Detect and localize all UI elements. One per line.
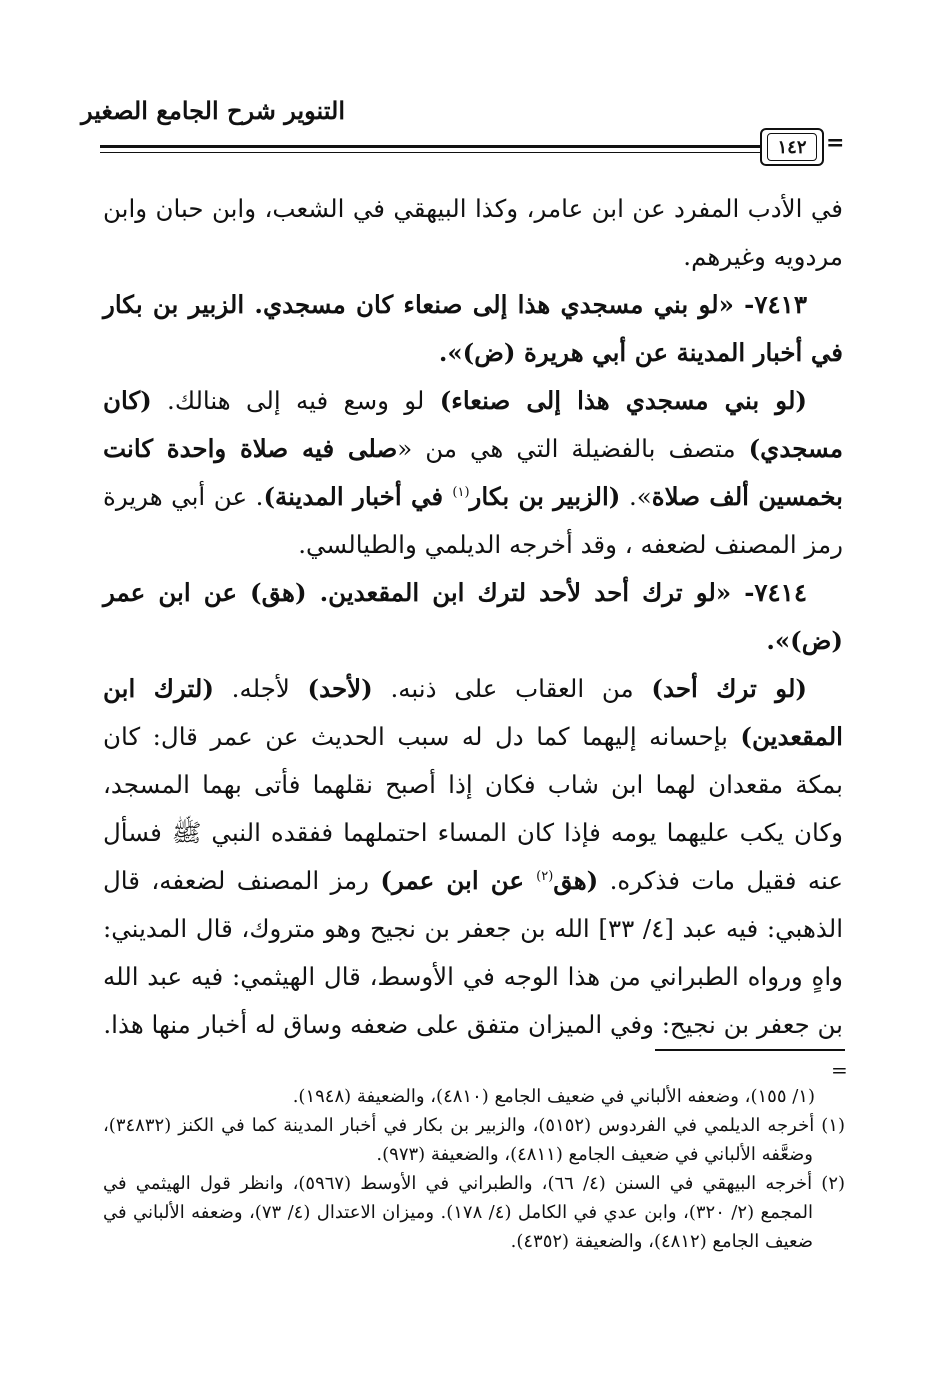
quote-phrase: (لأحد) <box>307 674 373 703</box>
commentary-text: رمز المصنف لضعفه، قال الذهبي: فيه عبد [٤/ ٣٣] الله بن جعفر بن نجيح وهو متروك، قال المديني: واهٍ ورواه الطبراني من هذا الوجه في الأوسط، قال الهيثمي: فيه عبد الله بن جعفر بن نجيح: وفي الميزان متفق على ضعفه وساق له أخبار منها هذا. <box>103 866 844 1039</box>
footnote-continued: (١/ ١٥٥)، وضعفه الألباني في ضعيف الجامع (٤٨١٠)، والضعيفة (١٩٤٨). <box>292 1086 815 1107</box>
commentary-text: متصف بالفضيلة التي هي من « <box>397 434 749 463</box>
running-title: التنوير شرح الجامع الصغير <box>81 96 345 125</box>
header-rule-thin <box>100 152 760 153</box>
quote-phrase: (كان مسجدي) <box>103 386 843 463</box>
commentary-text: لو وسع فيه إلى هنالك. <box>151 386 440 415</box>
source-phrase: في أخبار المدينة) <box>263 482 453 511</box>
page-number-frame <box>760 128 824 166</box>
commentary-text: من العقاب على ذنبه. <box>372 674 652 703</box>
commentary-text: ». <box>620 482 652 511</box>
footnote-1: (١) أخرجه الديلمي في الفردوس (٥١٥٢)، والزبير بن بكار في أخبار المدينة كما في الكنز (٣٤٨٣٢)، وضعَّفه الألباني في ضعيف الجامع (٤٨١١)، والضعيفة (٩٧٣). <box>103 1115 845 1165</box>
footnote-ref-1[interactable]: (١) <box>452 484 470 500</box>
quote-phrase: (لو بني مسجدي هذا إلى صنعاء) <box>439 386 807 415</box>
commentary-text: بإحسانه إليهما كما دل له سبب الحديث عن عمر قال: كان بمكة مقعدان لهما ابن شاب فكان إذا أصبح نقلهما فأتى بهما المسجد، وكان يكب عليهما يومه فإذا كان المساء احتملهما ففقده النبي ﷺ فسأل عنه فقيل مات فذكره. <box>103 722 843 895</box>
quote-phrase: (لو ترك أحد) <box>651 674 807 703</box>
main-text <box>103 185 843 1049</box>
commentary-7413 <box>103 377 843 569</box>
paragraph-continued: في الأدب المفرد عن ابن عامر، وكذا البيهقي في الشعب، وابن حبان وابن مردويه وغيرهم. <box>103 194 843 271</box>
quoted-hadith: صلى فيه صلاة واحدة كانت بخمسين ألف صلاة <box>103 434 843 511</box>
source-phrase: (هق <box>553 866 599 895</box>
footnote-continuation-mark: = <box>831 1058 848 1082</box>
hadith-7414: ٧٤١٤- «لو ترك أحد لأحد لترك ابن المقعدين. (هق) عن ابن عمر (ض)». <box>103 578 843 655</box>
footnote-ref-2[interactable]: (٢) <box>536 868 554 884</box>
footnote-divider <box>655 1049 845 1051</box>
quote-phrase: (لترك ابن المقعدين) <box>103 674 843 751</box>
footnote-2: (٢) أخرجه البيهقي في السنن (٤/ ٦٦)، والطبراني في الأوسط (٥٩٦٧)، وانظر قول الهيثمي في المجمع (٢/ ٣٢٠)، وابن عدي في الكامل (٤/ ١٧٨). وميزان الاعتدال (٤/ ٧٣)، وضعفه الألباني في ضعيف الجامع (٤٨١٢)، والضعيفة (٤٣٥٢). <box>103 1173 846 1252</box>
commentary-text: . عن أبي هريرة رمز المصنف لضعفه ، وقد أخرجه الديلمي والطيالسي. <box>103 482 843 559</box>
continuation-mark: = <box>826 130 845 156</box>
source-phrase: عن ابن عمر) <box>380 866 537 895</box>
commentary-text: لأجله. <box>213 674 308 703</box>
footnotes <box>103 1082 845 1256</box>
commentary-7414 <box>103 665 843 1049</box>
hadith-7413: ٧٤١٣- «لو بني مسجدي هذا إلى صنعاء كان مسجدي. الزبير بن بكار في أخبار المدينة عن أبي هريرة (ض)». <box>103 290 843 367</box>
header-rule-thick <box>100 145 760 148</box>
source-phrase: (الزبير بن بكار <box>469 482 621 511</box>
page-number: ١٤٢ <box>767 133 817 161</box>
